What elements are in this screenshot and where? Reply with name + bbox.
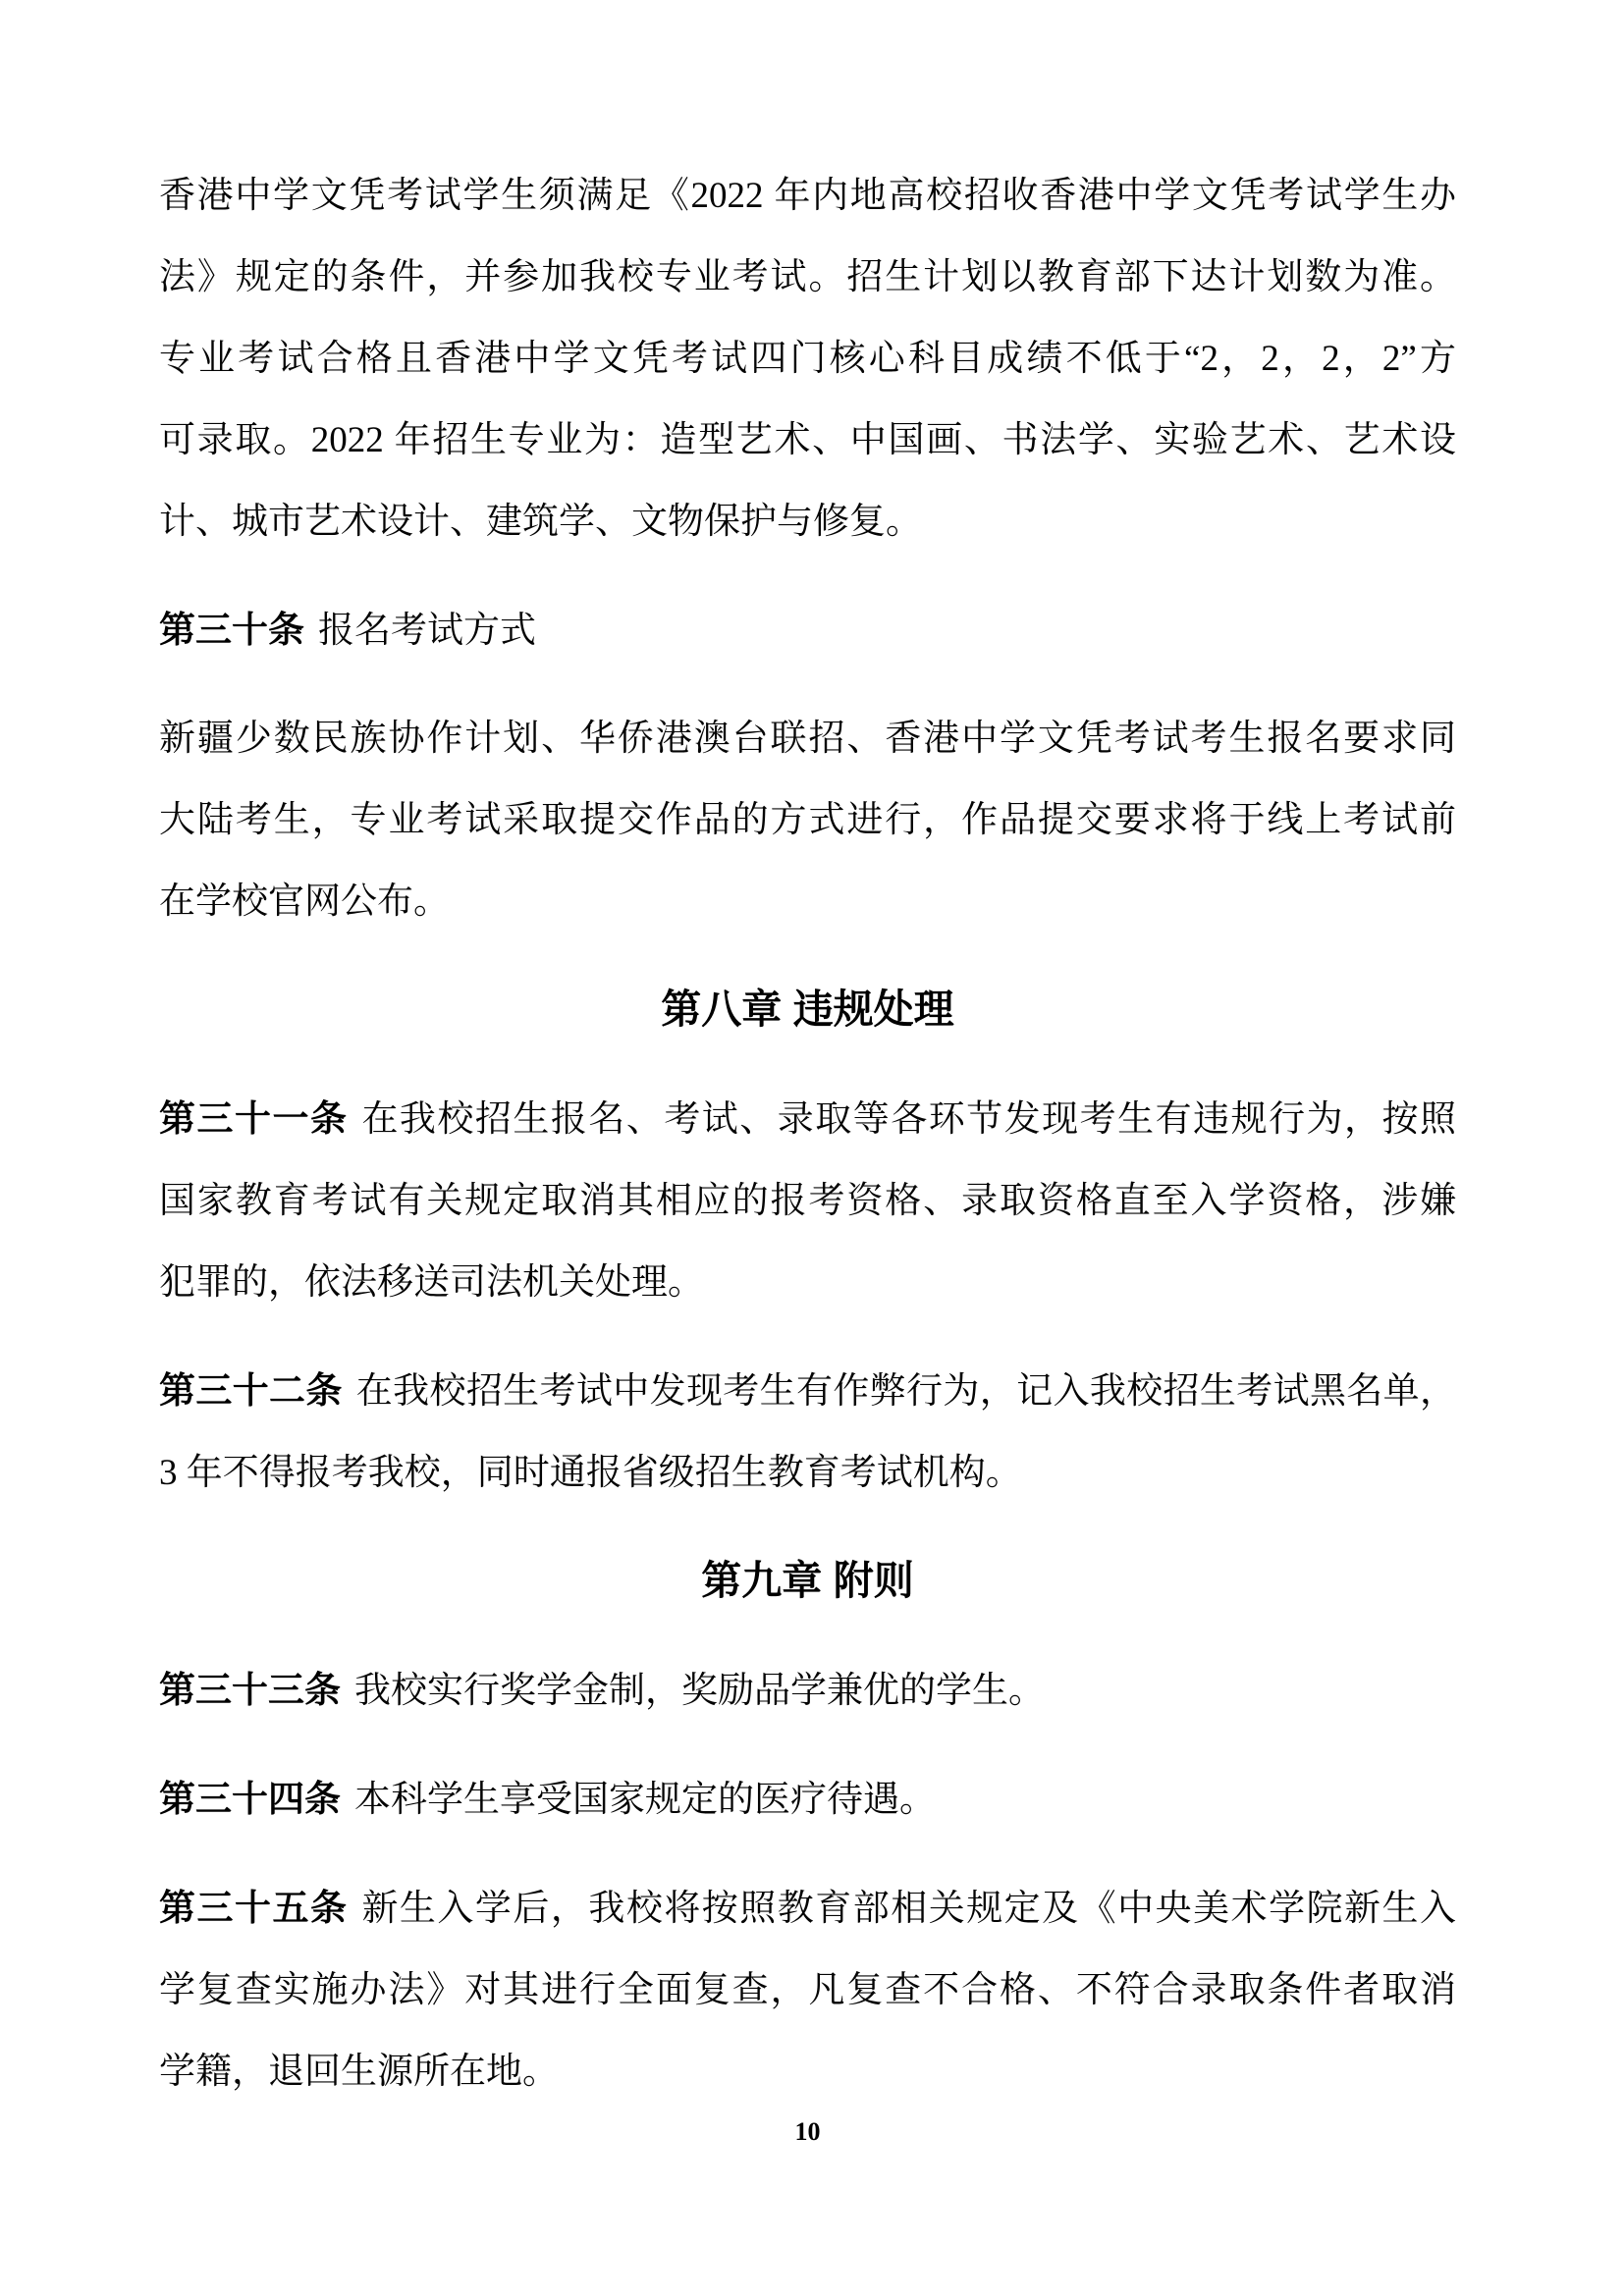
article-30 [159,589,1456,671]
article-35-text: 新生入学后，我校将按照教育部相关规定及《中央美术学院新生入 [361,1889,1457,1929]
article-32-text: 在我校招生考试中发现考生有作弊行为，记入我校招生考试黑名单， [355,1371,1456,1412]
text-line: 可录取。2022 年招生专业为：造型艺术、中国画、书法学、实验艺术、艺术设 [159,420,1456,460]
text-line: 国家教育考试有关规定取消其相应的报考资格、录取资格直至入学资格，涉嫌 [159,1181,1456,1221]
text-line: 3 年不得报考我校，同时通报省级招生教育考试机构。 [159,1453,1022,1493]
text-line: 犯罪的，依法移送司法机关处理。 [159,1262,704,1303]
article-33-text: 我校实行奖学金制，奖励品学兼优的学生。 [354,1671,1045,1711]
text-line [159,1758,1456,1841]
text-line: 学复查实施办法》对其进行全面复查，凡复查不合格、不符合录取条件者取消 [159,1970,1456,2010]
text-line: 大陆考生，专业考试采取提交作品的方式进行，作品提交要求将于线上考试前 [159,800,1456,840]
chapter-9-title: 第九章 附则 [701,1558,914,1603]
article-34-text: 本科学生享受国家规定的医疗待遇。 [354,1780,936,1820]
text-line: 香港中学文凭考试学生须满足《2022 年内地高校招收香港中学文凭考试学生办 [159,176,1456,216]
page-number: 10 [794,2117,821,2146]
article-33-term: 第三十三条 [159,1670,341,1710]
text-line [159,1350,1456,1432]
article-31 [159,1078,1456,1323]
text-line: 新疆少数民族协作计划、华侨港澳台联招、香港中学文凭考试考生报名要求同 [159,719,1456,759]
article-30-term: 第三十条 [159,610,304,650]
article-35-term: 第三十五条 [159,1888,349,1928]
article-32-term: 第三十二条 [159,1370,343,1411]
text-line: 计、城市艺术设计、建筑学、文物保护与修复。 [159,502,922,542]
text-line: 法》规定的条件，并参加我校专业考试。招生计划以教育部下达计划数为准。 [159,257,1456,297]
article-35 [159,1867,1456,2112]
chapter-8-title: 第八章 违规处理 [661,987,954,1032]
text-line: 专业考试合格且香港中学文凭考试四门核心科目成绩不低于“2，2，2，2”方 [159,339,1456,379]
article-30-text: 报名考试方式 [318,611,536,651]
paragraph-hk-dse [159,155,1456,562]
text-line [159,589,1456,671]
text-line: 学籍，退回生源所在地。 [159,2052,559,2092]
article-31-text: 在我校招生报名、考试、录取等各环节发现考生有违规行为，按照 [361,1099,1457,1140]
text-line: 在学校官网公布。 [159,881,450,922]
article-34 [159,1758,1456,1841]
paragraph-registration [159,698,1456,942]
chapter-8-heading [159,969,1456,1050]
text-line [159,1649,1456,1732]
article-31-term: 第三十一条 [159,1098,349,1139]
article-34-term: 第三十四条 [159,1779,341,1819]
article-32 [159,1350,1456,1514]
text-line [159,1867,1456,1949]
article-33 [159,1649,1456,1732]
chapter-9-heading [159,1540,1456,1622]
page-content [159,155,1456,2150]
text-line [159,1078,1456,1160]
